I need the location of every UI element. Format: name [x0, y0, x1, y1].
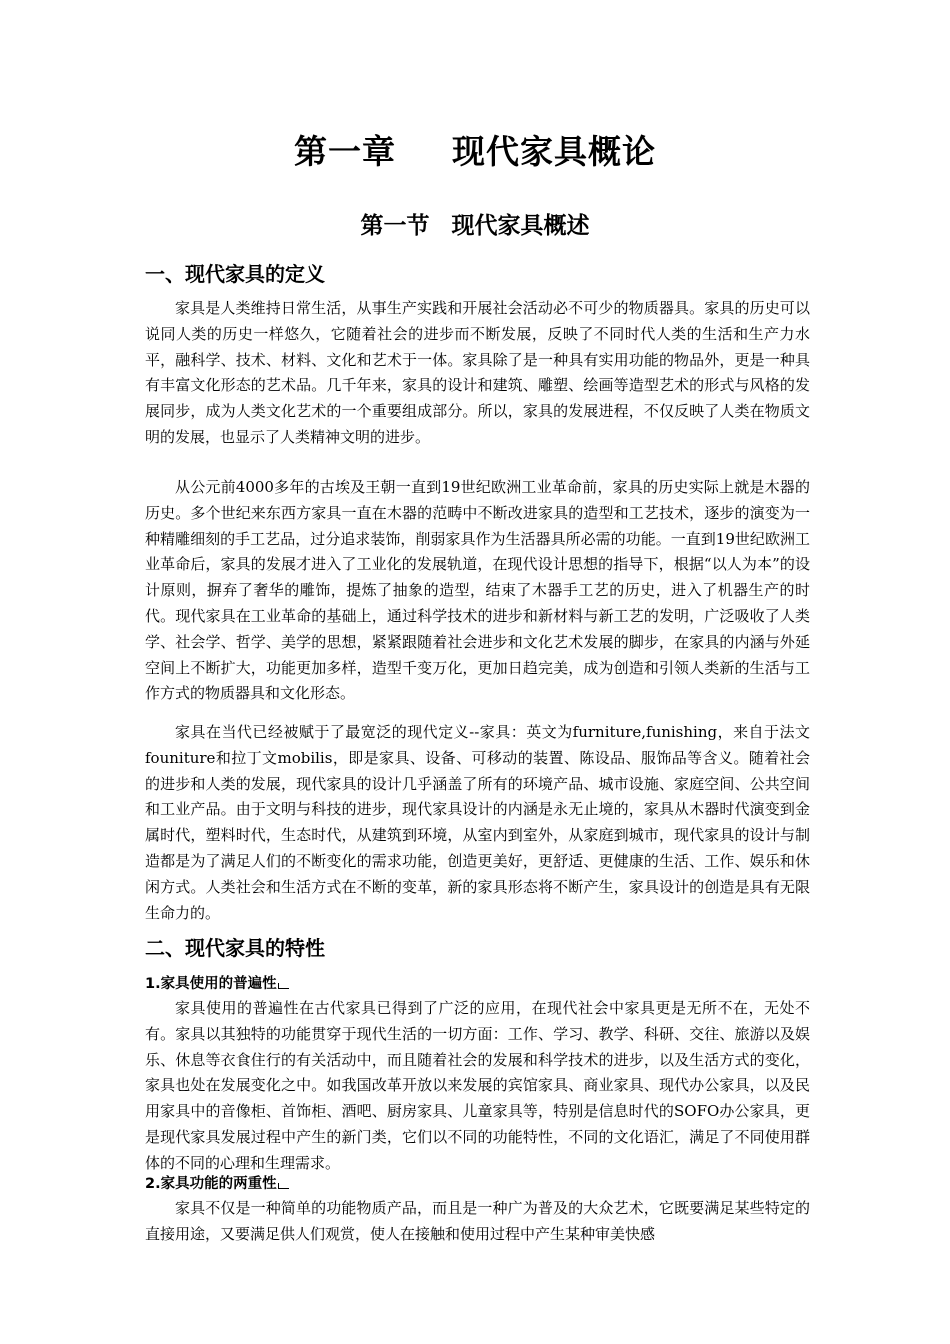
- paragraph-definition-1: 家具是人类维持日常生活，从事生产实践和开展社会活动必不可少的物质器具。家具的历史可以说同人类的历史一样悠久，它随着社会的进步而不断发展，反映了不同时代人类的生活和生产力水平，融科学、技术、材料、文化和艺术于一体。家具除了是一种具有实用功能的物品外，更是一种具有丰富文化形态的艺术品。几千年来，家具的设计和建筑、雕塑、绘画等造型艺术的形式与风格的发展同步，成为人类文化艺术的一个重要组成部分。所以，家具的发展进程，不仅反映了人类在物质文明的发展，也显示了人类精神文明的进步。: [145, 299, 810, 446]
- chapter-title: [0, 128, 950, 176]
- paragraph-definition-2: 从公元前4000多年的古埃及王朝一直到19世纪欧洲工业革命前，家具的历史实际上就是木器的历史。多个世纪来东西方家具一直在木器的范畴中不断改进家具的造型和工艺技术，逐步的演变为一种精雕细刻的手工艺品，过分追求装饰，削弱家具作为生活器具所必需的功能。一直到19世纪欧洲工业革命后，家具的发展才进入了工业化的发展轨道，在现代设计思想的指导下，根据“以人为本”的设计原则，摒弃了奢华的雕饰，提炼了抽象的造型，结束了木器手工艺的历史，进入了机器生产的时代。现代家具在工业革命的基础上，通过科学技术的进步和新材料与新工艺的发明，广泛吸收了人类学、社会学、哲学、美学的思想，紧紧跟随着社会进步和文化艺术发展的脚步，在家具的内涵与外延空间上不断扩大，功能更加多样，造型千变万化，更加日趋完美，成为创造和引领人类新的生活与工作方式的物质器具和文化形态。: [145, 478, 810, 703]
- heading-definition: 一、现代家具的定义: [145, 262, 325, 286]
- paragraph-duality: 家具不仅是一种简单的功能物质产品，而且是一种广为普及的大众艺术，它既要满足某些特定的直接用途，又要满足供人们观赏，使人在接触和使用过程中产生某种审美快感: [145, 1199, 810, 1243]
- subheading-universality: [145, 972, 289, 996]
- section-title: [0, 208, 950, 244]
- subheading-duality: [145, 1172, 289, 1196]
- heading-characteristics: 二、现代家具的特性: [145, 936, 325, 960]
- paragraph-universality: 家具使用的普遍性在古代家具已得到了广泛的应用，在现代社会中家具更是无所不在，无处不有。家具以其独特的功能贯穿于现代生活的一切方面：工作、学习、教学、科研、交往、旅游以及娱乐、休息等衣食住行的有关活动中，而且随着社会的发展和科学技术的进步，以及生活方式的变化，家具也处在发展变化之中。如我国改革开放以来发展的宾馆家具、商业家具、现代办公家具，以及民用家具中的音像柜、首饰柜、酒吧、厨房家具、儿童家具等，特别是信息时代的SOFO办公家具，更是现代家具发展过程中产生的新门类，它们以不同的功能特性，不同的文化语汇，满足了不同使用群体的不同的心理和生理需求。: [145, 999, 810, 1172]
- subheading-universality-text: 1.家具使用的普遍性: [145, 976, 277, 992]
- paragraph-mark-icon: [278, 983, 289, 989]
- chapter-label: 第一章: [294, 132, 396, 171]
- subheading-duality-text: 2.家具功能的两重性: [145, 1176, 277, 1192]
- chapter-name: 现代家具概论: [452, 132, 656, 171]
- section-label: 第一节: [360, 213, 430, 239]
- section-name: 现代家具概述: [451, 213, 590, 239]
- paragraph-definition-3: 家具在当代已经被赋于了最宽泛的现代定义--家具：英文为furniture,funishing，来自于法文founiture和拉丁文mobilis，即是家具、设备、可移动的装置、陈设品、服饰品等含义。随着社会的进步和人类的发展，现代家具的设计几乎涵盖了所有的环境产品、城市设施、家庭空间、公共空间和工业产品。由于文明与科技的进步，现代家具设计的内涵是永无止境的，家具从木器时代演变到金属时代，塑料时代，生态时代，从建筑到环境，从室内到室外，从家庭到城市，现代家具的设计与制造都是为了满足人们的不断变化的需求功能，创造更美好，更舒适、更健康的生活、工作、娱乐和休闲方式。人类社会和生活方式在不断的变革，新的家具形态将不断产生，家具设计的创造是具有无限生命力的。: [145, 723, 810, 922]
- paragraph-mark-icon: [278, 1183, 289, 1189]
